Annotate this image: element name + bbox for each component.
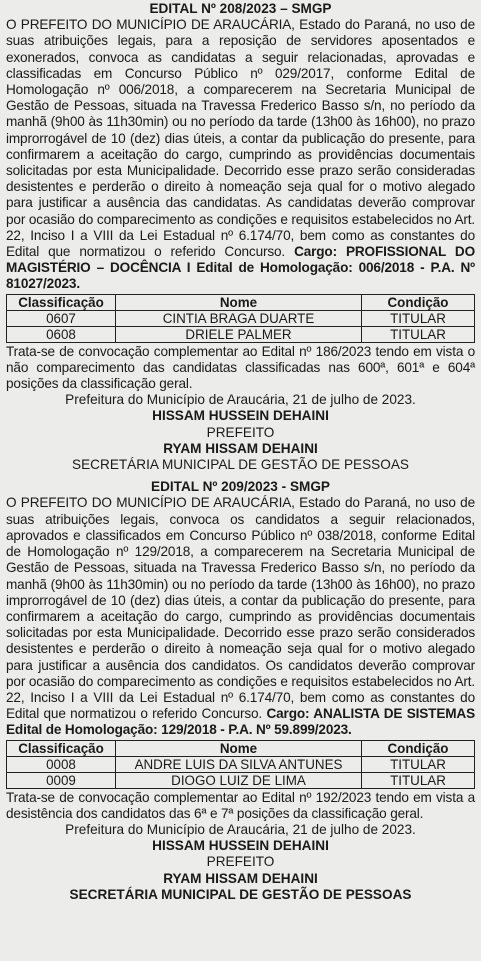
column-header-condicao: Condição bbox=[362, 294, 475, 310]
cell-classificacao: 0607 bbox=[7, 310, 116, 326]
column-header-condicao: Condição bbox=[362, 740, 475, 756]
column-header-nome: Nome bbox=[116, 740, 362, 756]
edital-body-text: O PREFEITO DO MUNICÍPIO DE ARAUCÁRIA, Estado do Paraná, no uso de suas atribuições legais, para a reposição de servidores aposentados e exonerados, convoca as candidatas a seguir relacionadas, aprovadas e classificadas em Concurso Público nº 029/2017, conforme Edital de Homologação nº 006/2018, a comparecerem na Secretaria Municipal de Gestão de Pessoas, situada na Travessa Frederico Basso s/n, no período da manhã (9h00 às 11h30min) ou no período da tarde (13h00 às 16h00), no prazo improrrogável de 10 (dez) dias úteis, a contar da publicação do presente, para confirmarem a aceitação do cargo, cumprindo as providências documentais solicitadas por esta Municipalidade. Decorrido esse prazo serão consideradas desistentes e perderão o direito à nomeação seja qual for o motivo alegado para justificar a ausência das candidatas. As candidatas deverão comprovar por ocasião do comparecimento as condições e requisitos estabelecidos no Art. 22, Inciso I a VIII da Lei Estadual nº 6.174/70, bem como as constantes do Edital que normatizou o referido Concurso. bbox=[6, 17, 475, 260]
edital-body-text: O PREFEITO DO MUNICÍPIO DE ARAUCÁRIA, Estado do Paraná, no uso de suas atribuições legais, convoca os candidatos a seguir relacionados, aprovados e classificados em Concurso Público nº 038/2018, conforme Edital de Homologação nº 129/2018, a comparecerem na Secretaria Municipal de Gestão de Pessoas, situada na Travessa Frederico Basso s/n, no período da manhã (9h00 às 11h30min) ou no período da tarde (13h00 às 16h00), no prazo improrrogável de 10 (dez) dias úteis, a contar da publicação do presente, para confirmarem a aceitação do cargo, cumprindo as providências documentais solicitadas por esta Municipalidade. Decorrido esse prazo serão considerados desistentes e perderão o direito à nomeação seja qual for o motivo alegado para justificar a ausência dos candidatos. Os candidatos deverão comprovar por ocasião do comparecimento as condições e requisitos estabelecidos no Art. 22, Inciso I a VIII da Lei Estadual nº 6.174/70, bem como as constantes do Edital que normatizou o referido Concurso. bbox=[6, 495, 475, 722]
edital-title: EDITAL Nº 209/2023 - SMGP bbox=[151, 479, 330, 495]
cell-nome: CINTIA BRAGA DUARTE bbox=[116, 310, 362, 326]
table-row bbox=[7, 756, 475, 772]
cell-condicao: TITULAR bbox=[362, 772, 475, 788]
secretary-name: RYAM HISSAM DEHAINI bbox=[163, 870, 318, 886]
edital-209 bbox=[6, 479, 475, 903]
edital-cargo: Cargo: ANALISTA DE SISTEMAS Edital de Homologação: 129/2018 - P.A. Nº 59.899/2023. bbox=[6, 706, 475, 738]
edital-title: EDITAL Nº 208/2023 – SMGP bbox=[149, 1, 332, 16]
cell-classificacao: 0009 bbox=[7, 772, 116, 788]
edital-cargo: Cargo: PROFISSIONAL DO MAGISTÉRIO – DOCÊNCIA I Edital de Homologação: 006/2018 - P.A. Nº 81027/2023. bbox=[6, 244, 475, 292]
secretary-name: RYAM HISSAM DEHAINI bbox=[163, 440, 318, 456]
cell-condicao: TITULAR bbox=[362, 326, 475, 342]
cell-nome: DIOGO LUIZ DE LIMA bbox=[116, 772, 362, 788]
place-date: Prefeitura do Município de Araucária, 21 de julho de 2023. bbox=[65, 392, 416, 408]
signer-name: HISSAM HUSSEIN DEHAINI bbox=[152, 838, 329, 854]
table-row bbox=[7, 310, 475, 326]
place-date: Prefeitura do Município de Araucária, 21 de julho de 2023. bbox=[65, 821, 416, 837]
cell-nome: DRIELE PALMER bbox=[116, 326, 362, 342]
column-header-nome: Nome bbox=[116, 294, 362, 310]
cell-nome: ANDRE LUIS DA SILVA ANTUNES bbox=[116, 756, 362, 772]
table-header-row bbox=[7, 294, 475, 310]
edital-note: Trata-se de convocação complementar ao Edital nº 186/2023 tendo em vista o não comparecimento das candidatas classificadas nas 600ª, 601ª e 604ª posições da classificação geral. bbox=[6, 343, 475, 392]
edital-note: Trata-se de convocação complementar ao Edital nº 192/2023 tendo em vista a desistência dos candidatos das 6ª e 7ª posições da classificação geral. bbox=[6, 789, 475, 821]
column-header-classificacao: Classificação bbox=[7, 294, 116, 310]
signer-role: PREFEITO bbox=[206, 854, 275, 870]
cell-classificacao: 0008 bbox=[7, 756, 116, 772]
table-row bbox=[7, 772, 475, 788]
edital-body bbox=[6, 17, 475, 292]
table-row bbox=[7, 326, 475, 342]
secretary-role: SECRETÁRIA MUNICIPAL DE GESTÃO DE PESSOAS bbox=[69, 886, 412, 902]
cell-condicao: TITULAR bbox=[362, 756, 475, 772]
classification-table bbox=[6, 294, 475, 343]
signer-name: HISSAM HUSSEIN DEHAINI bbox=[152, 408, 329, 424]
signer-role: PREFEITO bbox=[206, 424, 275, 440]
column-header-classificacao: Classificação bbox=[7, 740, 116, 756]
cell-classificacao: 0608 bbox=[7, 326, 116, 342]
secretary-role: SECRETÁRIA MUNICIPAL DE GESTÃO DE PESSOAS bbox=[72, 457, 409, 473]
edital-208 bbox=[6, 1, 475, 473]
cell-condicao: TITULAR bbox=[362, 310, 475, 326]
table-header-row bbox=[7, 740, 475, 756]
edital-body bbox=[6, 495, 475, 738]
classification-table bbox=[6, 740, 475, 789]
